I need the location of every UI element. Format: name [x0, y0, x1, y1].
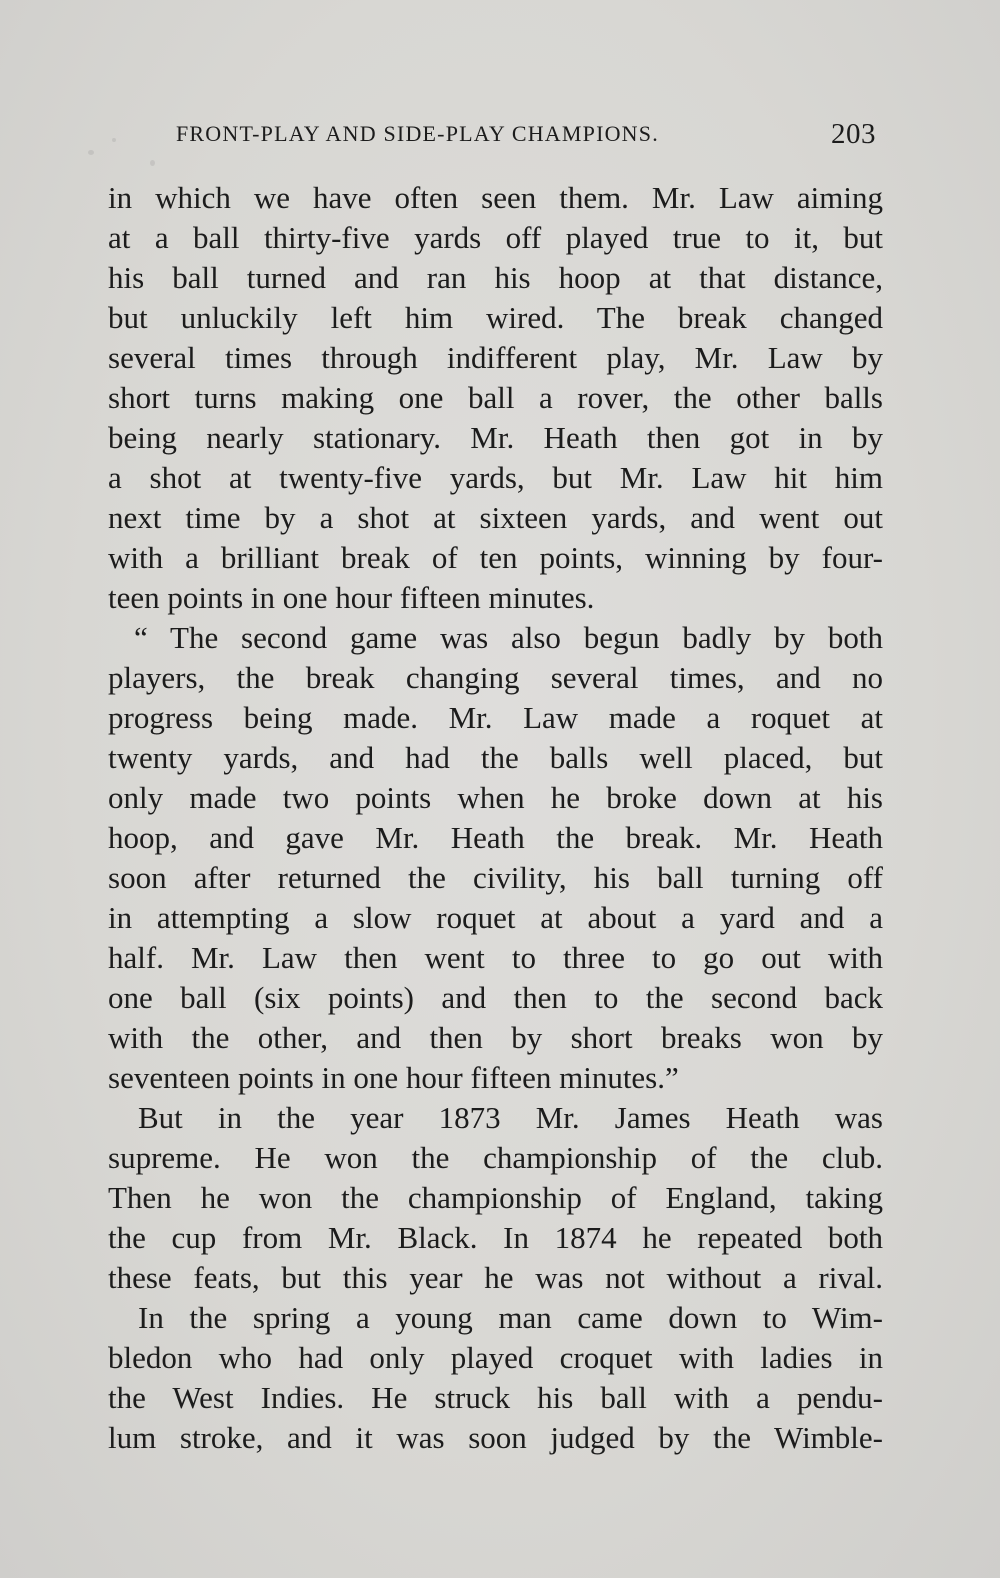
page-speck [150, 160, 155, 166]
text-line: short turns making one ball a rover, the other balls [108, 380, 883, 415]
text-line: only made two points when he broke down at his [108, 780, 883, 815]
text-line: one ball (six points) and then to the second back [108, 980, 883, 1015]
page-number: 203 [831, 118, 876, 150]
text-line: Then he won the championship of England, taking [108, 1180, 883, 1215]
text-line: these feats, but this year he was not without a rival. [108, 1260, 883, 1295]
text-line: “ The second game was also begun badly by both [134, 620, 883, 655]
running-head [176, 118, 896, 151]
running-title: FRONT-PLAY AND SIDE-PLAY CHAMPIONS. [176, 121, 659, 146]
text-line: several times through indifferent play, Mr. Law by [108, 340, 883, 375]
body-text [108, 178, 883, 1458]
text-line: bledon who had only played croquet with ladies in [108, 1340, 883, 1375]
text-line: in attempting a slow roquet at about a yard and a [108, 900, 883, 935]
text-line: But in the year 1873 Mr. James Heath was [138, 1100, 883, 1135]
text-line: supreme. He won the championship of the club. [108, 1140, 883, 1175]
text-line: a shot at twenty-five yards, but Mr. Law hit him [108, 460, 883, 495]
text-line: lum stroke, and it was soon judged by the Wimble- [108, 1420, 883, 1455]
text-line: with the other, and then by short breaks won by [108, 1020, 883, 1055]
text-line: being nearly stationary. Mr. Heath then got in by [108, 420, 883, 455]
text-line: next time by a shot at sixteen yards, and went out [108, 500, 883, 535]
text-line: twenty yards, and had the balls well placed, but [108, 740, 883, 775]
text-line: progress being made. Mr. Law made a roquet at [108, 700, 883, 735]
text-line: teen points in one hour fifteen minutes. [108, 580, 595, 615]
text-line: but unluckily left him wired. The break changed [108, 300, 883, 335]
text-line: hoop, and gave Mr. Heath the break. Mr. Heath [108, 820, 883, 855]
text-line: the cup from Mr. Black. In 1874 he repeated both [108, 1220, 883, 1255]
text-line: soon after returned the civility, his ball turning off [108, 860, 883, 895]
text-line: at a ball thirty-five yards off played true to it, but [108, 220, 883, 255]
text-line: seventeen points in one hour fifteen minutes.” [108, 1060, 679, 1095]
text-line: players, the break changing several times, and no [108, 660, 883, 695]
text-line: in which we have often seen them. Mr. Law aiming [108, 180, 883, 215]
text-line: his ball turned and ran his hoop at that distance, [108, 260, 883, 295]
text-line: In the spring a young man came down to Wim- [138, 1300, 883, 1335]
text-line: the West Indies. He struck his ball with a pendu- [108, 1380, 883, 1415]
page-speck [112, 138, 116, 142]
page-speck [88, 150, 94, 155]
text-line: with a brilliant break of ten points, winning by four- [108, 540, 883, 575]
text-line: half. Mr. Law then went to three to go out with [108, 940, 883, 975]
